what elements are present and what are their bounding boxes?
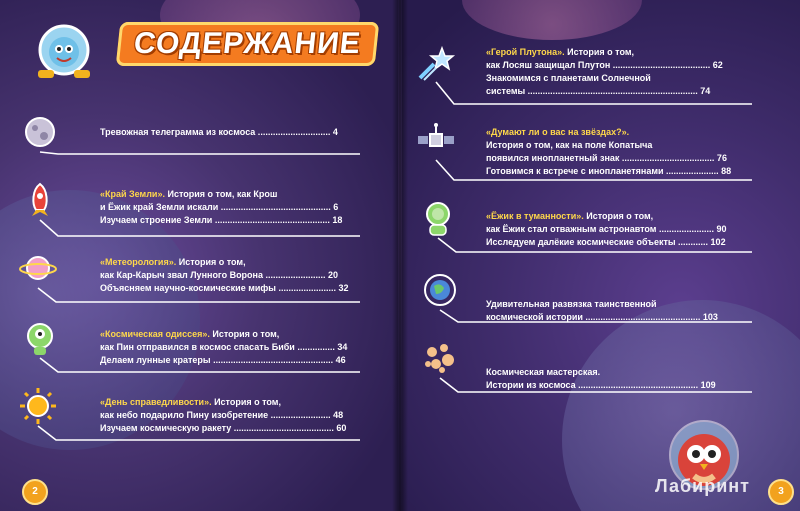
- page-number-left: 2: [22, 479, 48, 505]
- toc-line-text: как Пин отправился в космос спасать Биби ............... 34: [100, 342, 348, 352]
- toc-text: [486, 126, 752, 178]
- toc-line: [486, 72, 752, 85]
- right-page: [402, 0, 800, 511]
- story-title: «Герой Плутона».: [486, 47, 565, 57]
- sun-icon: [18, 386, 58, 426]
- left-entry[interactable]: [0, 112, 398, 158]
- book-gutter: [392, 0, 408, 511]
- right-entry[interactable]: [402, 42, 800, 108]
- asteroid-icon: [20, 112, 60, 152]
- left-entry[interactable]: [0, 180, 398, 240]
- watermark: Лабиринт: [654, 476, 750, 496]
- toc-text: [486, 210, 752, 249]
- toc-text: [100, 256, 360, 295]
- toc-line: [486, 46, 752, 59]
- toc-text: [486, 298, 752, 324]
- toc-line: [486, 59, 752, 72]
- toc-text: [100, 126, 360, 139]
- left-entry[interactable]: [0, 318, 398, 376]
- toc-line-text: Истории из космоса ................................................ 109: [486, 380, 716, 390]
- globe-icon: [420, 270, 460, 310]
- toc-line-text: космической истории .............................................. 103: [486, 312, 718, 322]
- comet-icon: [416, 42, 456, 82]
- toc-line: [486, 298, 752, 311]
- toc-line: [486, 210, 752, 223]
- toc-line-text: и Ёжик край Земли искали ............................................ 6: [100, 202, 339, 212]
- toc-line-text: Готовимся к встрече с инопланетянами ..................... 88: [486, 166, 732, 176]
- toc-line: [100, 214, 360, 227]
- bg-planet-top-right: [462, 0, 642, 40]
- toc-line: [100, 256, 360, 269]
- toc-line: [100, 282, 360, 295]
- toc-line-text: Знакомимся с планетами Солнечной: [486, 73, 651, 83]
- story-title: «Край Земли».: [100, 189, 165, 199]
- toc-line: [100, 409, 360, 422]
- right-entry[interactable]: [402, 270, 800, 326]
- toc-line: [486, 379, 752, 392]
- toc-line-text: Удивительная развязка таинственной: [486, 299, 657, 309]
- toc-line-text: как Лосяш защищал Плутон ....................................... 62: [486, 60, 723, 70]
- toc-line-text: История о том, как Крош: [164, 189, 278, 199]
- toc-line: [486, 152, 752, 165]
- left-page: [0, 0, 398, 511]
- toc-line-text: появился инопланетный знак ..................................... 76: [486, 153, 727, 163]
- toc-line-text: Космическая мастерская.: [486, 367, 601, 377]
- toc-text: [100, 188, 360, 227]
- toc-line: [100, 126, 360, 139]
- toc-line: [100, 328, 360, 341]
- toc-line: [100, 422, 360, 435]
- toc-line-text: как Ёжик стал отважным астронавтом ...................... 90: [486, 224, 727, 234]
- toc-line-text: как Кар-Карыч звал Лунного Ворона ........................ 20: [100, 270, 339, 280]
- toc-line-text: Тревожная телеграмма из космоса ............................. 4: [100, 127, 338, 137]
- toc-line-text: Объясняем научно-космические мифы ....................... 32: [100, 283, 349, 293]
- toc-line: [486, 311, 752, 324]
- right-entry[interactable]: [402, 198, 800, 256]
- toc-line-text: История о том,: [564, 47, 634, 57]
- toc-line: [100, 201, 360, 214]
- toc-line-text: История о том,: [211, 397, 281, 407]
- satellite-icon: [416, 120, 456, 160]
- toc-line: [100, 188, 360, 201]
- toc-line: [486, 85, 752, 98]
- toc-line-text: Изучаем космическую ракету ........................................ 60: [100, 423, 347, 433]
- mascot-astronaut: [30, 18, 100, 88]
- toc-line-text: История о том,: [583, 211, 654, 221]
- story-title: «Думают ли о вас на звёздах?».: [486, 127, 630, 137]
- toc-line-text: История о том,: [209, 329, 280, 339]
- left-entry[interactable]: [0, 386, 398, 444]
- toc-line: [100, 396, 360, 409]
- toc-line: [486, 223, 752, 236]
- toc-line-text: История о том,: [176, 257, 246, 267]
- toc-line: [486, 165, 752, 178]
- toc-line-text: системы .................................................................... 74: [486, 86, 711, 96]
- toc-line-text: История о том, как на поле Копатыча: [486, 140, 653, 150]
- story-title: «День справедливости».: [100, 397, 212, 407]
- toc-text: [486, 366, 752, 392]
- left-entry[interactable]: [0, 248, 398, 306]
- story-title: «Космическая одиссея».: [100, 329, 210, 339]
- rocket-icon: [20, 180, 60, 220]
- stars-cluster-icon: [420, 338, 460, 378]
- toc-line: [486, 366, 752, 379]
- toc-line-text: Изучаем строение Земли .............................................. 18: [100, 215, 343, 225]
- toc-line: [486, 126, 752, 139]
- toc-line: [100, 269, 360, 282]
- toc-text: [100, 396, 360, 435]
- toc-text: [486, 46, 752, 98]
- alien-icon: [20, 318, 60, 358]
- right-entry[interactable]: [402, 120, 800, 184]
- story-title: «Метеорология».: [100, 257, 177, 267]
- toc-line-text: Исследуем далёкие космические объекты ............ 102: [486, 237, 726, 247]
- page-number-right: 3: [768, 479, 794, 505]
- astronaut-icon: [418, 198, 458, 238]
- page-title: СОДЕРЖАНИЕ: [116, 22, 379, 66]
- toc-line: [100, 354, 360, 367]
- story-title: «Ёжик в туманности».: [486, 211, 584, 221]
- toc-line: [486, 236, 752, 249]
- toc-line: [100, 341, 360, 354]
- toc-text: [100, 328, 360, 367]
- ringed-planet-icon: [18, 248, 58, 288]
- toc-line-text: как небо подарило Пину изобретение ........................ 48: [100, 410, 344, 420]
- toc-line: [486, 139, 752, 152]
- toc-line-text: Делаем лунные кратеры ................................................ 46: [100, 355, 346, 365]
- right-entry[interactable]: [402, 338, 800, 396]
